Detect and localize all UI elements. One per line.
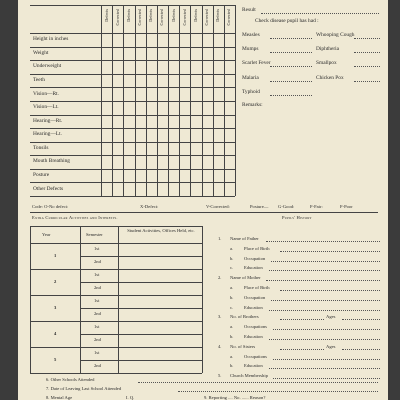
history-number: a.: [230, 285, 234, 290]
check-disease-label: Check disease pupil has had :: [255, 18, 319, 24]
history-number: 4.: [218, 343, 222, 349]
health-row-label: Posture: [33, 172, 50, 178]
history-field-label: Name of Mother: [230, 275, 261, 281]
health-row-label: Tonsils: [33, 144, 49, 151]
history-field-label: Place of Birth: [244, 245, 270, 251]
semester-label: 1st: [94, 272, 100, 277]
col-header: Corrected: [114, 9, 120, 26]
col-header: Corrected: [137, 9, 142, 26]
history-title: Pupils' History: [282, 215, 312, 220]
history-field-label: Occupation: [244, 255, 266, 261]
history-number: a.: [230, 353, 234, 359]
disease-item: Diphtheria: [316, 46, 340, 53]
disease-item: Whooping Cough: [316, 32, 355, 38]
history-field-label: Occupations: [244, 353, 267, 359]
health-row-label: Vision—Lt.: [33, 104, 59, 111]
col-header: Corrected: [226, 9, 232, 26]
health-row-label: Mouth Breathing: [33, 158, 70, 165]
history-field-label: Name of Father: [230, 236, 259, 241]
mental-age-line: 8. Mental Age: [46, 395, 73, 400]
activities-header: Student Activities, Offices Held, etc.: [127, 228, 195, 233]
code-poor: F-Poor: [340, 204, 353, 209]
disease-item: Malaria: [242, 74, 259, 81]
history-field-label: Education: [244, 265, 263, 271]
year-number: 3: [54, 305, 57, 310]
reporting-line: 9. Reporting .... No. ...... Reason?: [204, 395, 266, 400]
remarks-label: Remarks:: [242, 102, 263, 108]
col-header: Defects: [148, 9, 154, 22]
health-row-label: Teeth: [33, 76, 45, 83]
col-header: Corrected: [204, 9, 209, 26]
disease-item: Typhoid: [242, 88, 260, 95]
code-no-defect: Code: O-No defect:: [32, 204, 69, 209]
history-number: 5.: [218, 373, 222, 379]
health-row-label: Underweight: [33, 63, 62, 70]
history-number: 2.: [218, 275, 222, 281]
code-good: G-Good:: [278, 204, 295, 209]
history-number: b.: [230, 363, 234, 369]
health-row-label: Hearing—Lt.: [33, 131, 62, 138]
year-header: Year: [42, 232, 51, 237]
year-number: 4: [54, 331, 57, 336]
history-number: b.: [230, 334, 234, 339]
disease-item: Measles: [242, 32, 260, 38]
col-header: Defects: [215, 9, 221, 22]
disease-item: Scarlet Fever: [242, 60, 271, 67]
semester-label: 1st: [94, 298, 100, 303]
history-field-label: Education: [244, 363, 263, 369]
history-number: a.: [230, 245, 234, 251]
ages-label: Ages: [326, 343, 336, 349]
history-field-label: Church Membership: [230, 373, 268, 379]
code-corrected: V-Corrected:: [206, 204, 230, 209]
semester-label: 1st: [94, 246, 100, 251]
history-number: 1.: [218, 236, 222, 241]
col-header: Defects: [125, 9, 131, 22]
code-defect: X-Defect:: [140, 204, 159, 209]
year-number: 2: [54, 279, 57, 284]
history-number: b.: [230, 294, 234, 300]
col-header: Defects: [192, 9, 198, 22]
health-row-label: Height in inches: [33, 36, 69, 43]
semester-label: 2nd: [94, 285, 101, 290]
history-field-label: No. of Brothers: [230, 314, 259, 320]
history-field-label: Occupations: [244, 324, 267, 330]
history-number: b.: [230, 255, 234, 261]
date-leaving-line: 7. Date of Leaving Last School Attended: [46, 386, 122, 391]
result-label: Result: [242, 7, 256, 13]
ages-label: Ages: [326, 314, 336, 320]
history-number: a.: [230, 324, 234, 330]
health-row-label: Other Defects: [33, 185, 64, 192]
health-row-label: Hearing—Rt.: [33, 117, 63, 124]
history-field-label: Education: [244, 334, 263, 339]
history-number: 3.: [218, 314, 222, 320]
other-schools-line: 6. Other Schools Attended: [46, 377, 95, 382]
col-header: Defects: [170, 9, 176, 22]
health-row-label: Vision—Rt.: [33, 90, 59, 97]
history-number: c.: [230, 304, 234, 310]
history-field-label: No. of Sisters: [230, 343, 256, 349]
health-record-card: [18, 0, 388, 400]
history-field-label: Occupation: [244, 294, 266, 300]
semester-label: 1st: [94, 350, 100, 355]
disease-item: Mumps: [242, 46, 259, 53]
col-header: Corrected: [181, 9, 187, 26]
col-header: Corrected: [159, 9, 165, 26]
health-row-label: Weight: [33, 49, 49, 56]
semester-label: 2nd: [94, 337, 101, 342]
col-header: Defects: [103, 9, 109, 22]
code-posture: Posture—: [250, 204, 269, 209]
history-number: c.: [230, 265, 234, 271]
year-number: 5: [54, 357, 57, 362]
semester-header: Semester: [86, 232, 103, 237]
iq-label: I. Q.: [126, 395, 135, 400]
disease-item: Chicken Pox: [316, 74, 344, 81]
semester-label: 2nd: [94, 363, 101, 368]
semester-label: 1st: [94, 324, 100, 329]
history-field-label: Education: [244, 304, 263, 310]
year-number: 1: [54, 253, 57, 258]
semester-label: 2nd: [94, 259, 101, 264]
history-field-label: Place of Birth: [244, 285, 270, 290]
semester-label: 2nd: [94, 311, 101, 316]
code-fair: F-Fair:: [310, 204, 323, 209]
disease-item: Smallpox: [316, 60, 337, 67]
activities-title: Extra Curricular Activities and Interests.: [32, 215, 118, 220]
